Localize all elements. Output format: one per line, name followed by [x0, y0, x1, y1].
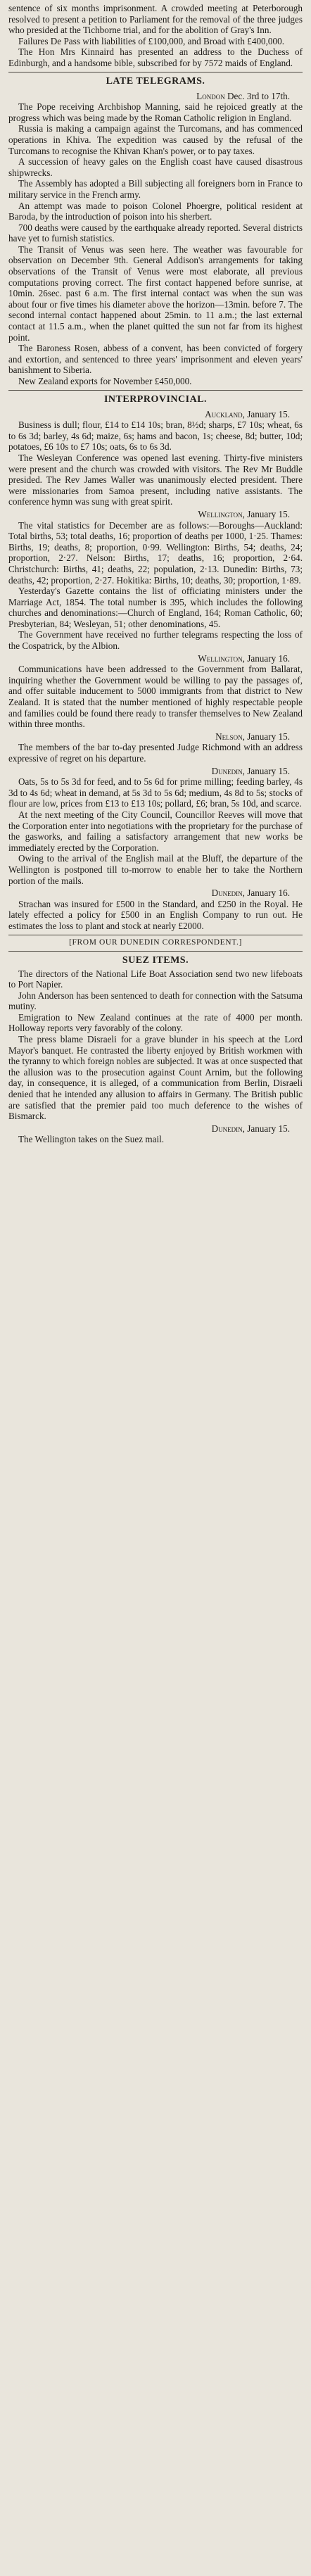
dateline-place: Nelson — [215, 731, 243, 742]
section-heading: INTERPROVINCIAL. — [103, 393, 208, 405]
dateline-date: January 15. — [247, 508, 290, 519]
interprovincial-section — [8, 392, 303, 932]
dateline-place: Dunedin — [211, 1123, 243, 1134]
paragraph: The Government have received no further telegrams respecting the loss of the Cospatrick, by the Albion. — [8, 629, 303, 652]
dateline-date: January 16. — [247, 652, 290, 664]
paragraph: The vital statistics for December are as follows:—Boroughs—Auckland: Total births, 53; total deaths, 16; proportion of deaths per 1000, 1·25. Thames: Births, 19; deaths, 8; proportion, 0·99. Wellington: Births, 54; deaths, 24; proportion, 2·27. Nelson: Births, 17; deaths, 16; proportion, 2·64. Christchurch: Births, 41; deaths, 22; population, 2·13. Dunedin: Births, 73; deaths, 42; proportion, 2·27. Hokitika: Births, 10; deaths, 30; proportion, 1·89. — [8, 519, 303, 586]
paragraph: New Zealand exports for November £450,000. — [18, 376, 192, 386]
dateline: Dunedin, January 15. — [211, 1123, 290, 1134]
paragraph: The members of the bar to-day presented Judge Richmond with an address expressive of regret on his departure. — [8, 742, 303, 764]
paragraph: sentence of six months imprisonment. A crowded meeting at Peterborough resolved to present a petition to Parliament for the removal of the three judges who presided at the Tichborne trial, and for the abolition of Gray's Inn. — [8, 3, 303, 36]
section-rule — [8, 951, 303, 952]
paragraph: The Assembly has adopted a Bill subjecting all foreigners born in France to military service in the French army. — [8, 178, 303, 200]
section-heading: LATE TELEGRAMS. — [106, 75, 205, 87]
dateline: Wellington, January 15. — [198, 508, 290, 519]
dateline: Dunedin, January 15. — [211, 765, 290, 776]
paragraph: 700 deaths were caused by the earthquake already reported. Several districts have yet to furnish statistics. — [8, 222, 303, 244]
dateline: Nelson, January 15. — [215, 731, 290, 742]
dateline-date: January 15. — [247, 731, 290, 742]
paragraph: An attempt was made to poison Colonel Phoergre, political resident at Baroda, by the introduction of poison into his sherbert. — [8, 200, 303, 222]
paragraph: At the next meeting of the City Council, Councillor Reeves will move that the Corporation enter into negotiations with the proprietary for the purchase of the gasworks, and failing a satisfactory arrangement that new works be immediately erected by the Corporation. — [8, 809, 303, 853]
dateline-place: Auckland — [205, 408, 243, 419]
suez-items-section — [8, 953, 303, 1122]
paragraph: The Wellington takes on the Suez mail. — [18, 1134, 165, 1145]
dateline-place: Wellington — [198, 508, 243, 519]
paragraph: The Pope receiving Archbishop Manning, said he rejoiced greatly at the progress which was being made by the Roman Catholic religion in England. — [8, 101, 303, 123]
paragraph: Owing to the arrival of the English mail at the Bluff, the departure of the Wellington is postponed till to-morrow to enable her to take the Northern portion of the mails. — [8, 853, 303, 886]
dateline: Wellington, January 16. — [198, 652, 290, 664]
paragraph: Communications have been addressed to the Government from Ballarat, inquiring whether the Government would be willing to pay the passages of, and offer suitable inducement to 5000 immigrants from that district to New Zealand. It is stated that the number mentioned of highly respectable people and families could be found there ready to transfer themselves to New Zealand within three months. — [8, 664, 303, 730]
paragraph: Russia is making a campaign against the Turcomans, and has commenced operations in Khiva. The expedition was caused by the refusal of the Turcomans to recognise the Khivan Khan's power, or to pay taxes. — [8, 123, 303, 156]
dateline-place: Wellington — [198, 652, 243, 664]
dateline-place: Dunedin — [211, 888, 243, 899]
paragraph: Oats, 5s to 5s 3d for feed, and to 5s 6d for prime milling; feeding barley, 4s 3d to 4s 6d; wheat in demand, at 5s 3d to 5s 6d; medium, 4s 8d to 5s; stocks of flour are low, prices from £13 to £13 10s; pollard, £6; bran, 5s 10d, and scarce. — [8, 776, 303, 809]
dateline-place: Dunedin — [211, 765, 243, 776]
newspaper-column — [0, 0, 311, 1145]
paragraph: Business is dull; flour, £14 to £14 10s; bran, 8½d; sharps, £7 10s; wheat, 6s to 6s 3d; barley, 4s 6d; maize, 6s; hams and bacon, 1s; cheese, 8d; butter, 10d; potatoes, £6 10s to £7 10s; oats, 6s to 6s 3d. — [8, 419, 303, 453]
dateline-date: January 15. — [247, 1123, 290, 1134]
paragraph: The press blame Disraeli for a grave blunder in his speech at the Lord Mayor's banquet. He contrasted the liberty enjoyed by British workmen with the tyranny to which foreign nobles are subjected. It was at once suspected that the allusion was to the prosecution against Count Arnim, but the following day, in consequence, it is alleged, of a communication from Berlin, Disraeli denied that he intended any allusion to affairs in Germany. The British public are satisfied that the premier paid too much deference to the wishes of Bismarck. — [8, 1034, 303, 1122]
paragraph: The Hon Mrs Kinnaird has presented an address to the Duchess of Edinburgh, and a handsome bible, subscribed for by 7572 maids of England. — [8, 46, 303, 68]
late-telegrams-section — [8, 74, 303, 387]
paragraph: Emigration to New Zealand continues at the rate of 4000 per month. Holloway reports very favorably of the colony. — [8, 1011, 303, 1034]
section-rule — [8, 390, 303, 391]
dateline-date: January 15. — [247, 765, 290, 776]
intro-section — [8, 3, 303, 69]
paragraph: The Transit of Venus was seen here. The weather was favourable for observation on December 9th. General Addison's arrangements for taking observations of the Transit of Venus were most elaborate, all previous computations proving correct. The first contact happened before sunrise, at 10min. 26sec. past 6 a.m. The first internal contact was when the sun was about four or five times his diameter above the horizon—13min. before 7. The second internal contact happened about 25min. to 11 a.m.; the last external contact at 11.5 a.m., when the planet quitted the sun not far from its highest point. — [8, 244, 303, 343]
dateline: Auckland, January 15. — [205, 408, 290, 419]
correspondent-line: [FROM OUR DUNEDIN CORRESPONDENT.] — [69, 937, 242, 947]
paragraph: A succession of heavy gales on the English coast have caused disastrous shipwrecks. — [8, 156, 303, 178]
dateline: Dunedin, January 16. — [211, 888, 290, 899]
paragraph: The directors of the National Life Boat Association send two new lifeboats to Port Napier. — [8, 968, 303, 990]
paragraph: Strachan was insured for £500 in the Standard, and £250 in the Royal. He lately effected a policy for £500 in an English Company to run out. He estimates the loss to plant and stock at nearly £2000. — [8, 898, 303, 931]
dateline — [8, 91, 303, 102]
paragraph: Yesterday's Gazette contains the list of officiating ministers under the Marriage Act, 1854. The total number is 395, which includes the following churches and denominations:—Church of England, 164; Roman Catholic, 60; Presbyterian, 84; Wesleyan, 51; other denominations, 45. — [8, 586, 303, 629]
dateline-date: January 15. — [247, 408, 290, 419]
dateline-place: London — [196, 90, 225, 101]
paragraph: John Anderson has been sentenced to death for connection with the Satsuma mutiny. — [8, 990, 303, 1012]
final-section — [8, 1123, 303, 1145]
paragraph: The Baroness Rosen, abbess of a convent, has been convicted of forgery and extortion, and sentenced to three years' imprisonment and eleven years' banishment to Siberia. — [8, 343, 303, 376]
section-heading: SUEZ ITEMS. — [122, 954, 189, 966]
dateline-date: January 16. — [247, 888, 290, 899]
paragraph: Failures De Pass with liabilities of £100,000, and Broad with £400,000. — [18, 35, 285, 46]
paragraph: The Wesleyan Conference was opened last evening. Thirty-five ministers were present and the church was crowded with visitors. The Rev Mr Buddle presided. The Rev James Waller was unanimously elected president. There were missionaries from Samoa present, including native assistants. The conference hymn was sung with great spirit. — [8, 452, 303, 507]
dateline-date: Dec. 3rd to 17th. — [227, 90, 290, 101]
